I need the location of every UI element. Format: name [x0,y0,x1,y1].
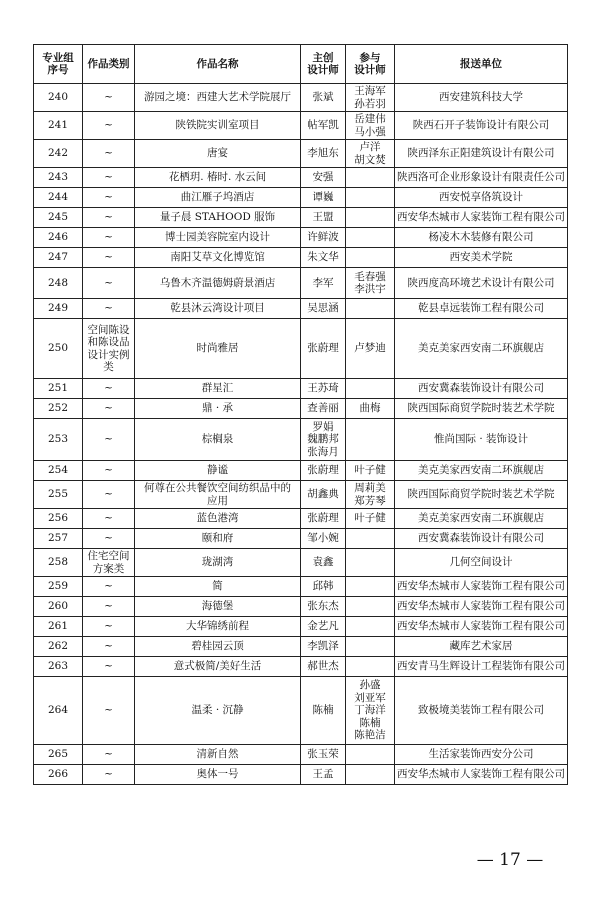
cell-work-name: 陕铁院实训室项目 [135,112,301,140]
cell-work-name: 温柔 · 沉静 [135,677,301,745]
cell-submitting-unit: 西安华杰城市人家装饰工程有限公司 [395,208,568,228]
cell-participant-designers [346,617,395,637]
header-group-number: 专业组 序号 [34,45,83,84]
cell-submitting-unit: 几何空间设计 [395,549,568,577]
cell-lead-designer: 郝世杰 [301,657,346,677]
cell-submitting-unit: 西安冀森装饰设计有限公司 [395,529,568,549]
cell-submitting-unit: 生活家装饰西安分公司 [395,745,568,765]
cell-participant-designers: 周莉美 郑芳琴 [346,481,395,509]
cell-work-name: 乾县沐云湾设计项目 [135,299,301,319]
cell-lead-designer: 帖军凯 [301,112,346,140]
cell-submitting-unit: 陕西泽东正阳建筑设计有限公司 [395,140,568,168]
cell-participant-designers [346,299,395,319]
cell-lead-designer: 邱韩 [301,577,346,597]
cell-group-number: 245 [34,208,83,228]
table-row [34,637,568,657]
cell-lead-designer: 张斌 [301,84,346,112]
table-row [34,188,568,208]
cell-work-name: 奥体一号 [135,765,301,785]
cell-work-name: 量子晨 STAHOOD 服饰 [135,208,301,228]
award-table [33,44,568,785]
table-row [34,745,568,765]
cell-participant-designers [346,637,395,657]
cell-category: ~ [83,657,135,677]
cell-category: ~ [83,481,135,509]
cell-lead-designer: 王孟 [301,765,346,785]
cell-category: ~ [83,268,135,299]
cell-group-number: 263 [34,657,83,677]
cell-group-number: 256 [34,509,83,529]
cell-participant-designers: 王海军 孙若羽 [346,84,395,112]
table-row [34,228,568,248]
cell-lead-designer: 李军 [301,268,346,299]
cell-participant-designers [346,419,395,461]
header-lead-designer: 主创 设计师 [301,45,346,84]
cell-participant-designers [346,577,395,597]
header-submitting-unit: 报送单位 [395,45,568,84]
cell-lead-designer: 谭巍 [301,188,346,208]
cell-submitting-unit: 美克美家西安南二环旗舰店 [395,509,568,529]
table-row [34,268,568,299]
table-row [34,677,568,745]
cell-group-number: 258 [34,549,83,577]
cell-work-name: 碧桂园云顶 [135,637,301,657]
table-row [34,208,568,228]
cell-group-number: 254 [34,461,83,481]
table-row [34,509,568,529]
cell-submitting-unit: 西安华杰城市人家装饰工程有限公司 [395,617,568,637]
cell-group-number: 244 [34,188,83,208]
cell-submitting-unit: 美克美家西安南二环旗舰店 [395,319,568,379]
cell-group-number: 246 [34,228,83,248]
cell-submitting-unit: 陕西洛可企业形象设计有限责任公司 [395,168,568,188]
cell-work-name: 大华锦绣前程 [135,617,301,637]
cell-group-number: 265 [34,745,83,765]
cell-submitting-unit: 美克美家西安南二环旗舰店 [395,461,568,481]
table-row [34,248,568,268]
cell-group-number: 264 [34,677,83,745]
cell-submitting-unit: 杨凌木木装修有限公司 [395,228,568,248]
cell-group-number: 251 [34,379,83,399]
cell-work-name: 清新自然 [135,745,301,765]
cell-submitting-unit: 西安华杰城市人家装饰工程有限公司 [395,577,568,597]
cell-submitting-unit: 陕西国际商贸学院时装艺术学院 [395,399,568,419]
cell-category: ~ [83,168,135,188]
cell-submitting-unit: 西安建筑科技大学 [395,84,568,112]
cell-category: ~ [83,140,135,168]
cell-work-name: 时尚雅居 [135,319,301,379]
cell-group-number: 253 [34,419,83,461]
cell-work-name: 何尊在公共餐饮空间纺织品中的 应用 [135,481,301,509]
cell-category: ~ [83,765,135,785]
cell-participant-designers: 毛春强 李洪宇 [346,268,395,299]
cell-category: ~ [83,637,135,657]
table-row [34,168,568,188]
cell-submitting-unit: 西安华杰城市人家装饰工程有限公司 [395,597,568,617]
cell-work-name: 唐宴 [135,140,301,168]
cell-participant-designers [346,228,395,248]
cell-lead-designer: 邹小婉 [301,529,346,549]
cell-category: ~ [83,112,135,140]
cell-participant-designers [346,549,395,577]
cell-submitting-unit: 陕西度高环境艺术设计有限公司 [395,268,568,299]
cell-category: ~ [83,208,135,228]
cell-lead-designer: 朱文华 [301,248,346,268]
cell-category: ~ [83,419,135,461]
table-header [34,45,568,84]
cell-lead-designer: 安强 [301,168,346,188]
header-category: 作品类别 [83,45,135,84]
cell-category: ~ [83,399,135,419]
cell-submitting-unit: 藏库艺术家居 [395,637,568,657]
cell-participant-designers [346,168,395,188]
cell-work-name: 南阳艾草文化博览馆 [135,248,301,268]
table-row [34,140,568,168]
cell-submitting-unit: 致极境美装饰工程有限公司 [395,677,568,745]
cell-participant-designers: 卢洋 胡文焚 [346,140,395,168]
cell-lead-designer: 袁鑫 [301,549,346,577]
table-row [34,84,568,112]
cell-participant-designers [346,188,395,208]
table-row [34,481,568,509]
cell-group-number: 255 [34,481,83,509]
page-number: — 17 — [476,850,544,870]
header-participant-designers: 参与 设计师 [346,45,395,84]
cell-lead-designer: 张蔚理 [301,461,346,481]
cell-work-name: 鼎 · 承 [135,399,301,419]
cell-group-number: 266 [34,765,83,785]
cell-category: ~ [83,745,135,765]
cell-work-name: 群星汇 [135,379,301,399]
cell-submitting-unit: 西安冀森装饰设计有限公司 [395,379,568,399]
cell-work-name: 颐和府 [135,529,301,549]
cell-category: ~ [83,228,135,248]
cell-work-name: 海德堡 [135,597,301,617]
cell-participant-designers: 曲梅 [346,399,395,419]
cell-category: ~ [83,529,135,549]
cell-work-name: 乌鲁木齐温德姆蔚景酒店 [135,268,301,299]
header-work-name: 作品名称 [135,45,301,84]
cell-group-number: 252 [34,399,83,419]
cell-group-number: 248 [34,268,83,299]
cell-work-name: 博士园美容院室内设计 [135,228,301,248]
cell-group-number: 249 [34,299,83,319]
cell-submitting-unit: 西安悦享佫筑设计 [395,188,568,208]
table-body [34,84,568,785]
cell-group-number: 250 [34,319,83,379]
cell-lead-designer: 王盟 [301,208,346,228]
cell-participant-designers [346,745,395,765]
cell-work-name: 珑湖湾 [135,549,301,577]
cell-group-number: 242 [34,140,83,168]
cell-lead-designer: 王苏琦 [301,379,346,399]
header-row [34,45,568,84]
cell-lead-designer: 许鲜波 [301,228,346,248]
cell-lead-designer: 张蔚理 [301,509,346,529]
cell-category: ~ [83,509,135,529]
cell-submitting-unit: 西安美术学院 [395,248,568,268]
cell-work-name: 曲江雁子坞酒店 [135,188,301,208]
cell-lead-designer: 李凯泽 [301,637,346,657]
cell-lead-designer: 查善丽 [301,399,346,419]
cell-participant-designers: 卢梦迪 [346,319,395,379]
cell-participant-designers [346,657,395,677]
table-row [34,549,568,577]
table-row [34,529,568,549]
cell-lead-designer: 陈楠 [301,677,346,745]
cell-category: ~ [83,379,135,399]
cell-participant-designers: 孙盛 刘亚军 丁海洋 陈楠 陈艳洁 [346,677,395,745]
cell-lead-designer: 金艺凡 [301,617,346,637]
cell-participant-designers: 叶子健 [346,461,395,481]
cell-group-number: 261 [34,617,83,637]
cell-category: ~ [83,248,135,268]
cell-lead-designer: 李旭东 [301,140,346,168]
cell-lead-designer: 张东杰 [301,597,346,617]
cell-category: ~ [83,188,135,208]
table-row [34,461,568,481]
cell-group-number: 260 [34,597,83,617]
cell-participant-designers [346,379,395,399]
table-row [34,765,568,785]
table-row [34,319,568,379]
cell-category: ~ [83,617,135,637]
cell-work-name: 静谧 [135,461,301,481]
cell-work-name: 蓝色港湾 [135,509,301,529]
cell-work-name: 意式极简/美好生活 [135,657,301,677]
cell-work-name: 简 [135,577,301,597]
cell-category: 住宅空间 方案类 [83,549,135,577]
cell-submitting-unit: 乾县卓远装饰工程有限公司 [395,299,568,319]
cell-submitting-unit: 陕西石开子装饰设计有限公司 [395,112,568,140]
table-row [34,577,568,597]
cell-group-number: 259 [34,577,83,597]
table-row [34,399,568,419]
cell-participant-designers [346,597,395,617]
cell-lead-designer: 胡鑫典 [301,481,346,509]
table-row [34,299,568,319]
cell-work-name: 游园之境：西建大艺术学院展厅 [135,84,301,112]
cell-lead-designer: 吴思涵 [301,299,346,319]
cell-group-number: 262 [34,637,83,657]
cell-submitting-unit: 陕西国际商贸学院时装艺术学院 [395,481,568,509]
cell-lead-designer: 罗娟 魏鹏邦 张海月 [301,419,346,461]
cell-participant-designers [346,765,395,785]
cell-category: ~ [83,577,135,597]
cell-group-number: 243 [34,168,83,188]
cell-work-name: 棕榈泉 [135,419,301,461]
table-row [34,657,568,677]
cell-group-number: 240 [34,84,83,112]
cell-submitting-unit: 西安青马生辉设计工程装饰有限公司 [395,657,568,677]
cell-participant-designers: 岳建伟 马小强 [346,112,395,140]
table-row [34,597,568,617]
cell-participant-designers [346,529,395,549]
cell-lead-designer: 张玉荣 [301,745,346,765]
cell-group-number: 247 [34,248,83,268]
cell-category: 空间陈设 和陈设品 设计实例 类 [83,319,135,379]
table-row [34,419,568,461]
cell-participant-designers [346,248,395,268]
cell-participant-designers: 叶子健 [346,509,395,529]
cell-participant-designers [346,208,395,228]
cell-lead-designer: 张蔚理 [301,319,346,379]
cell-category: ~ [83,597,135,617]
cell-submitting-unit: 惟尚国际 · 装饰设计 [395,419,568,461]
cell-submitting-unit: 西安华杰城市人家装饰工程有限公司 [395,765,568,785]
cell-work-name: 花栖玥. 椿时. 水云间 [135,168,301,188]
cell-group-number: 257 [34,529,83,549]
table-row [34,379,568,399]
cell-category: ~ [83,461,135,481]
cell-category: ~ [83,677,135,745]
cell-category: ~ [83,84,135,112]
cell-group-number: 241 [34,112,83,140]
table-row [34,112,568,140]
cell-category: ~ [83,299,135,319]
table-row [34,617,568,637]
